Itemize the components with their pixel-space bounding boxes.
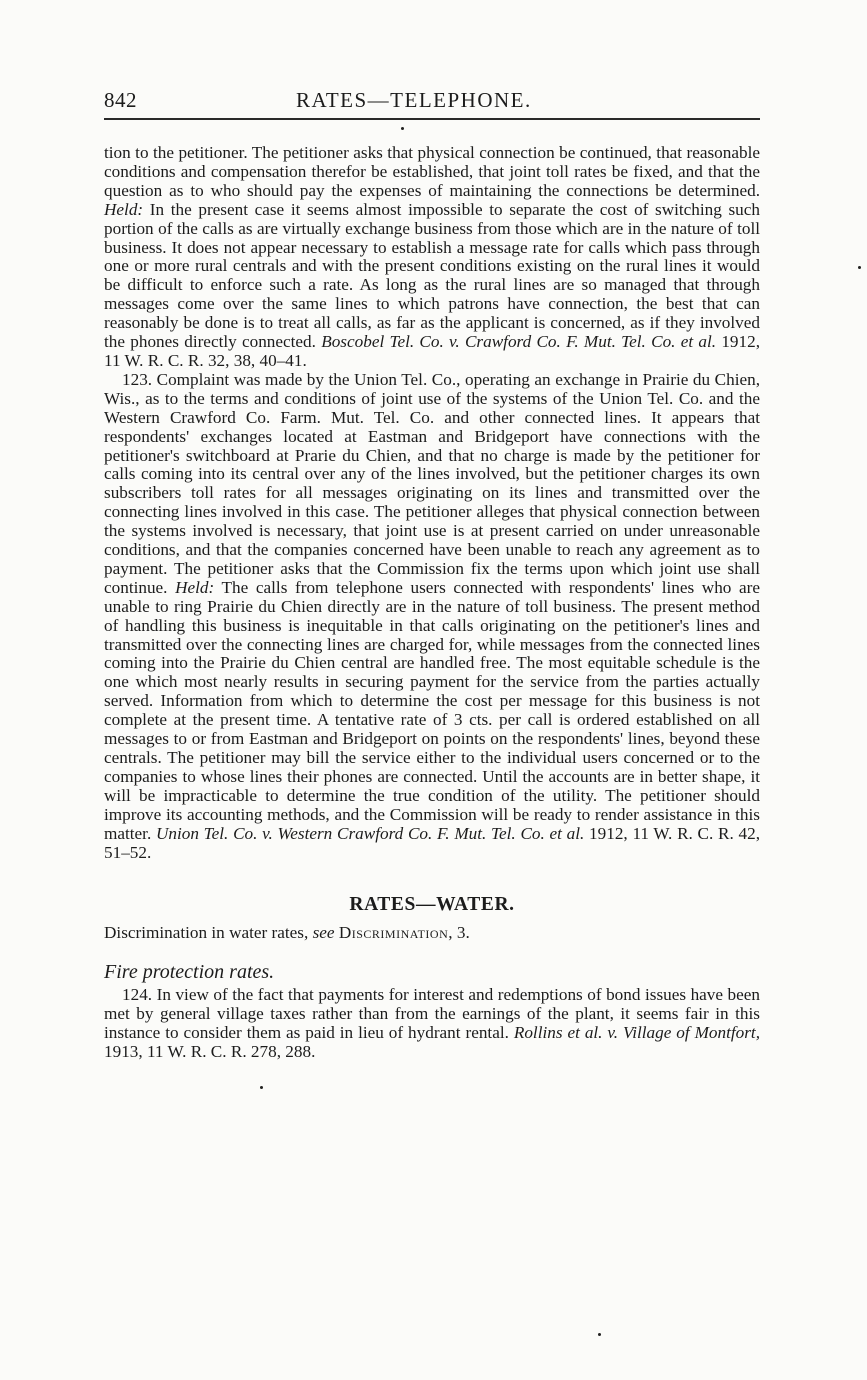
cross-reference-target: Discrimination — [338, 923, 449, 943]
case-name: Rollins et al. v. Village of Montfort, — [513, 1023, 761, 1043]
held-label: Held: — [104, 199, 144, 219]
case-name: Boscobel Tel. Co. v. Crawford Co. F. Mut. Tel. Co. et al. — [321, 332, 717, 352]
paragraph-text: 123. Complaint was made by the Union Tel. Co., operating an exchange in Prairie du Chien, Wis., as to the terms and conditions of joint use of the systems of the Union Tel. Co. and the Western Crawford Co. Farm. Mut. Tel. Co. and other connected lines. It appears that respondents' exchanges located at Eastman and Bridgeport have connections with the petitioner's switchboard at Prarie du Chien, and that no charge is made by the petitioner for calls coming into its central over any of the lines involved, but the petitioner charges its own subscribers toll rates for all messages originating on its lines and transmitted over the connecting lines involved in this case. The petitioner alleges that physical connection between the systems involved is necessary, that joint use is at present carried on under unreasonable conditions, and that the companies concerned have been unable to reach any agreement as to payment. The petitioner asks that the Commission fix the terms upon which joint use shall continue. — [104, 369, 760, 597]
cross-reference — [104, 924, 760, 943]
paragraph-text: The calls from telephone users connected with respondents' lines who are unable to ring Prairie du Chien directly are in the nature of toll business. The present method of handling this business is inequitable in that calls originating on the petitioner's lines and transmitted over the connecting lines are charged for, while messages from the connected lines coming into the Prairie du Chien central are handled free. The most equitable schedule is the one which most nearly results in securing payment for the service from the parties actually served. Information from which to determine the cost per message for this business is not complete at the present time. A tentative rate of 3 cts. per call is ordered established on all messages to or from Eastman and Bridgeport on points on the respondents' lines, beyond these centrals. The petitioner may bill the service either to the individual users concerned or to the companies to whose lines their phones are connected. Until the accounts are in better shape, it will be impracticable to determine the true condition of the utility. The petitioner should improve its accounting methods, and the Commission will be ready to render assistance in this matter. — [104, 577, 760, 843]
case-name: Union Tel. Co. v. Western Crawford Co. F. Mut. Tel. Co. et al. — [155, 823, 585, 843]
print-speck — [401, 127, 404, 130]
citation: 1912, 11 W. R. C. R. 42, 51–52. — [104, 823, 761, 862]
held-label: Held: — [175, 577, 215, 597]
cross-reference-text: Discrimination in water rates, — [104, 923, 313, 943]
print-speck — [260, 1086, 263, 1089]
see-label: see — [312, 923, 335, 943]
paragraph-124 — [104, 986, 760, 1062]
paragraph-text: In the present case it seems almost impossible to separate the cost of switching such portion of the calls as are virtually exchange business from those which are in the nature of toll business. It does not appear necessary to establish a message rate for calls which pass through one or more rural centrals and with the present conditions existing on the rural lines it would be difficult to enforce such a rate. As long as the rural lines are so managed that through messages come over the same lines to which patrons have connection, the best that can reasonably be done is to treat all calls, as far as the applicant is concerned, as if they involved the phones directly connected. — [104, 199, 760, 352]
page-header — [104, 86, 760, 120]
paragraph-text: tion to the petitioner. The petitioner asks that physical connection be continued, that reasonable conditions and compensation therefor be established, that joint toll rates be fixed, and that the question as to who should pay the expenses of maintaining the connections be determined. — [104, 143, 760, 200]
page-number: 842 — [104, 88, 137, 112]
section-heading: RATES—WATER. — [349, 894, 515, 916]
paragraph-continued — [104, 144, 760, 371]
cross-reference-number: , 3. — [448, 923, 470, 943]
running-head: RATES—TELEPHONE. — [296, 88, 532, 112]
book-page — [104, 86, 760, 1062]
citation: 1913, 11 W. R. C. R. 278, 288. — [104, 1042, 316, 1062]
paragraph-123 — [104, 371, 760, 863]
paragraph-text: 124. In view of the fact that payments for interest and redemptions of bond issues have been met by general village taxes rather than from the earnings of the plant, it seems fair in this instance to consider them as paid in lieu of hydrant rental. — [104, 985, 760, 1043]
body-text — [104, 144, 760, 1062]
citation: 1912, 11 W. R. C. R. 32, 38, 40–41. — [104, 332, 760, 370]
print-speck — [858, 266, 861, 269]
subsection-heading: Fire protection rates. — [104, 961, 275, 984]
print-speck — [598, 1333, 601, 1336]
